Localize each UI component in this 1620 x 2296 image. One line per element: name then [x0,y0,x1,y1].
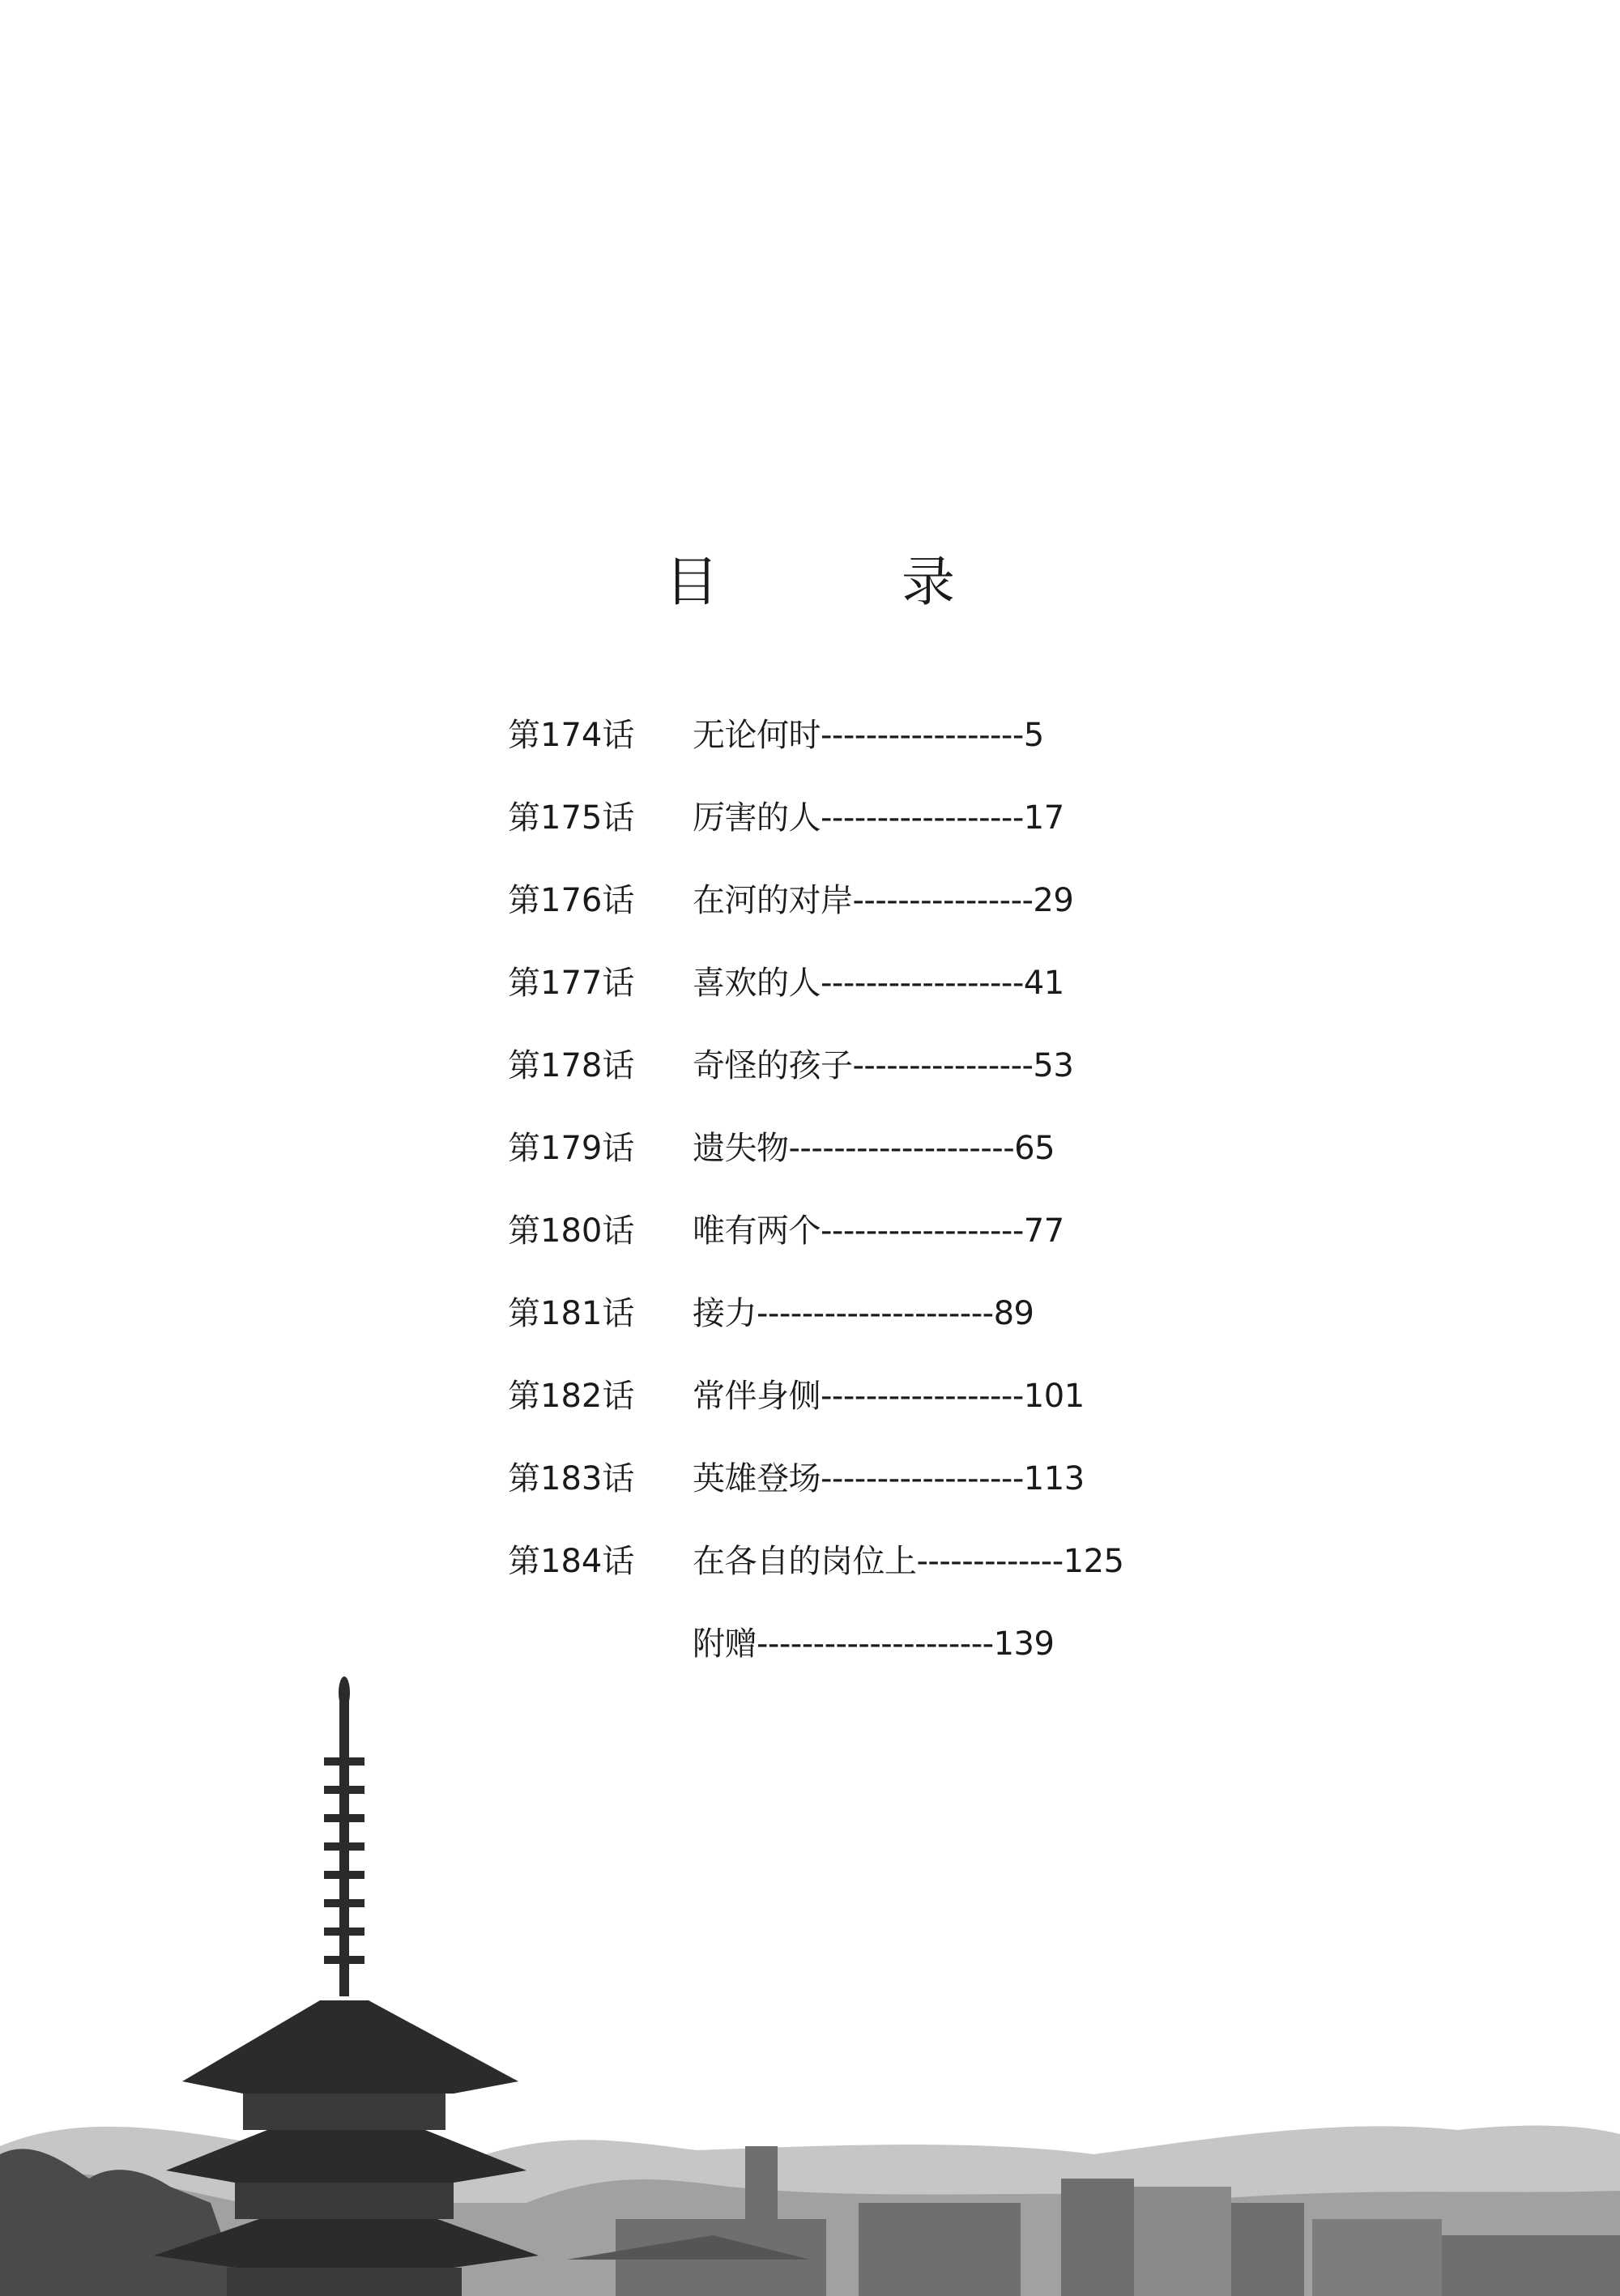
toc-row [0,1116,1620,1181]
toc-chapter-number: 第174话 [508,717,635,754]
toc-title: 目 录 [665,551,1020,613]
toc-chapter-number: 第183话 [508,1460,635,1497]
toc-row [0,1033,1620,1098]
toc-row [0,703,1620,768]
building [859,2203,1021,2296]
toc-chapter-line: 接力---------------------89 [693,1295,1034,1332]
toc-chapter-line: 奇怪的孩子----------------53 [693,1047,1074,1084]
building [745,2146,778,2223]
toc-chapter-line: 在各自的岗位上-------------125 [693,1543,1124,1580]
toc-row [0,951,1620,1016]
toc-chapter-line: 附赠---------------------139 [693,1625,1055,1663]
pagoda-roof [182,2000,518,2094]
building [1061,2179,1134,2296]
toc-row [0,868,1620,933]
toc-row [0,1281,1620,1346]
toc-chapter-line: 无论何时------------------5 [693,717,1044,754]
toc-row [0,1529,1620,1594]
toc-chapter-line: 唯有两个------------------77 [693,1212,1064,1250]
toc-row [0,1446,1620,1511]
toc-row [0,1199,1620,1263]
toc-chapter-line: 常伴身侧------------------101 [693,1378,1085,1415]
toc-chapter-number: 第184话 [508,1543,635,1580]
toc-row [0,786,1620,850]
building [1442,2235,1620,2296]
toc-chapter-number: 第180话 [508,1212,635,1250]
building [1312,2219,1442,2296]
toc-chapter-number: 第175话 [508,799,635,837]
toc-chapter-number: 第181话 [508,1295,635,1332]
toc-row [0,1364,1620,1429]
toc-chapter-number: 第182话 [508,1378,635,1415]
pagoda-cityscape-illustration [0,1652,1620,2296]
toc-chapter-number: 第177话 [508,965,635,1002]
toc-chapter-line: 在河的对岸----------------29 [693,882,1074,919]
toc-chapter-line: 英雄登场------------------113 [693,1460,1085,1497]
toc-chapter-line: 遗失物--------------------65 [693,1130,1055,1167]
toc-chapter-number: 第178话 [508,1047,635,1084]
toc-chapter-number: 第176话 [508,882,635,919]
building [1231,2203,1304,2296]
building [1134,2187,1231,2296]
toc-chapter-line: 喜欢的人------------------41 [693,965,1064,1002]
toc-chapter-number: 第179话 [508,1130,635,1167]
toc-chapter-line: 厉害的人------------------17 [693,799,1064,837]
